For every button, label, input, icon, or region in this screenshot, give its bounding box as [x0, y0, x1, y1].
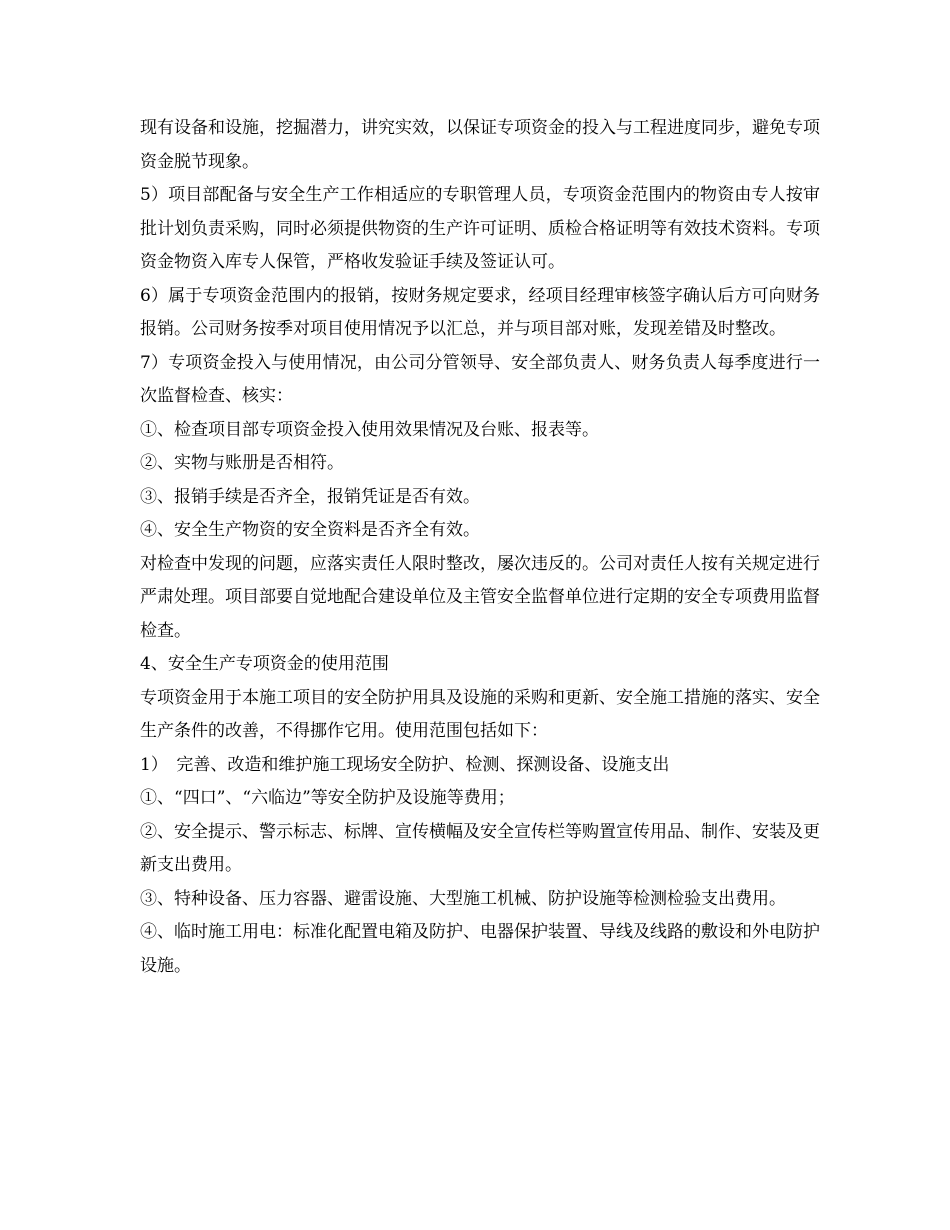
subsection-heading: 1） 完善、改造和维护施工现场安全防护、检测、探测设备、设施支出	[140, 754, 670, 775]
paragraph: 现有设备和设施，挖掘潜力，讲究实效，以保证专项资金的投入与工程进度同步，避免专项资金脱节现象。	[140, 118, 820, 172]
paragraph: 5）项目部配备与安全生产工作相适应的专职管理人员，专项资金范围内的物资由专人按审批计划负责采购，同时必须提供物资的生产许可证明、质检合格证明等有效技术资料。专项资金物资入库专人保管，严格收发验证手续及签证认可。	[140, 185, 820, 272]
list-item: ④、安全生产物资的安全资料是否齐全有效。	[140, 520, 480, 540]
list-item: ①、检查项目部专项资金投入使用效果情况及台账、报表等。	[140, 419, 599, 440]
list-item: ②、实物与账册是否相符。	[140, 453, 344, 473]
paragraph: 6）属于专项资金范围内的报销，按财务规定要求，经项目经理审核签字确认后方可向财务报销。公司财务按季对项目使用情况予以汇总，并与项目部对账，发现差错及时整改。	[140, 285, 820, 339]
list-item: ③、特种设备、压力容器、避雷设施、大型施工机械、防护设施等检测检验支出费用。	[140, 888, 786, 909]
paragraph: 7）专项资金投入与使用情况，由公司分管领导、安全部负责人、财务负责人每季度进行一次监督检查、核实：	[140, 352, 820, 406]
section-heading: 4、安全生产专项资金的使用范围	[140, 654, 389, 674]
list-item: ①、“四口”、“六临边”等安全防护及设施等费用；	[140, 788, 515, 808]
paragraph: 对检查中发现的问题，应落实责任人限时整改，屡次违反的。公司对责任人按有关规定进行严肃处理。项目部要自觉地配合建设单位及主管安全监督单位进行定期的安全专项费用监督检查。	[140, 553, 820, 641]
paragraph: 专项资金用于本施工项目的安全防护用具及设施的采购和更新、安全施工措施的落实、安全生产条件的改善，不得挪作它用。使用范围包括如下：	[140, 687, 820, 741]
document-body	[140, 112, 820, 983]
list-item: ③、报销手续是否齐全，报销凭证是否有效。	[140, 486, 480, 507]
list-item: ④、临时施工用电：标准化配置电箱及防护、电器保护装置、导线及线路的敷设和外电防护设施。	[140, 922, 820, 976]
list-item: ②、安全提示、警示标志、标牌、宣传横幅及安全宣传栏等购置宣传用品、制作、安装及更新支出费用。	[140, 821, 820, 875]
